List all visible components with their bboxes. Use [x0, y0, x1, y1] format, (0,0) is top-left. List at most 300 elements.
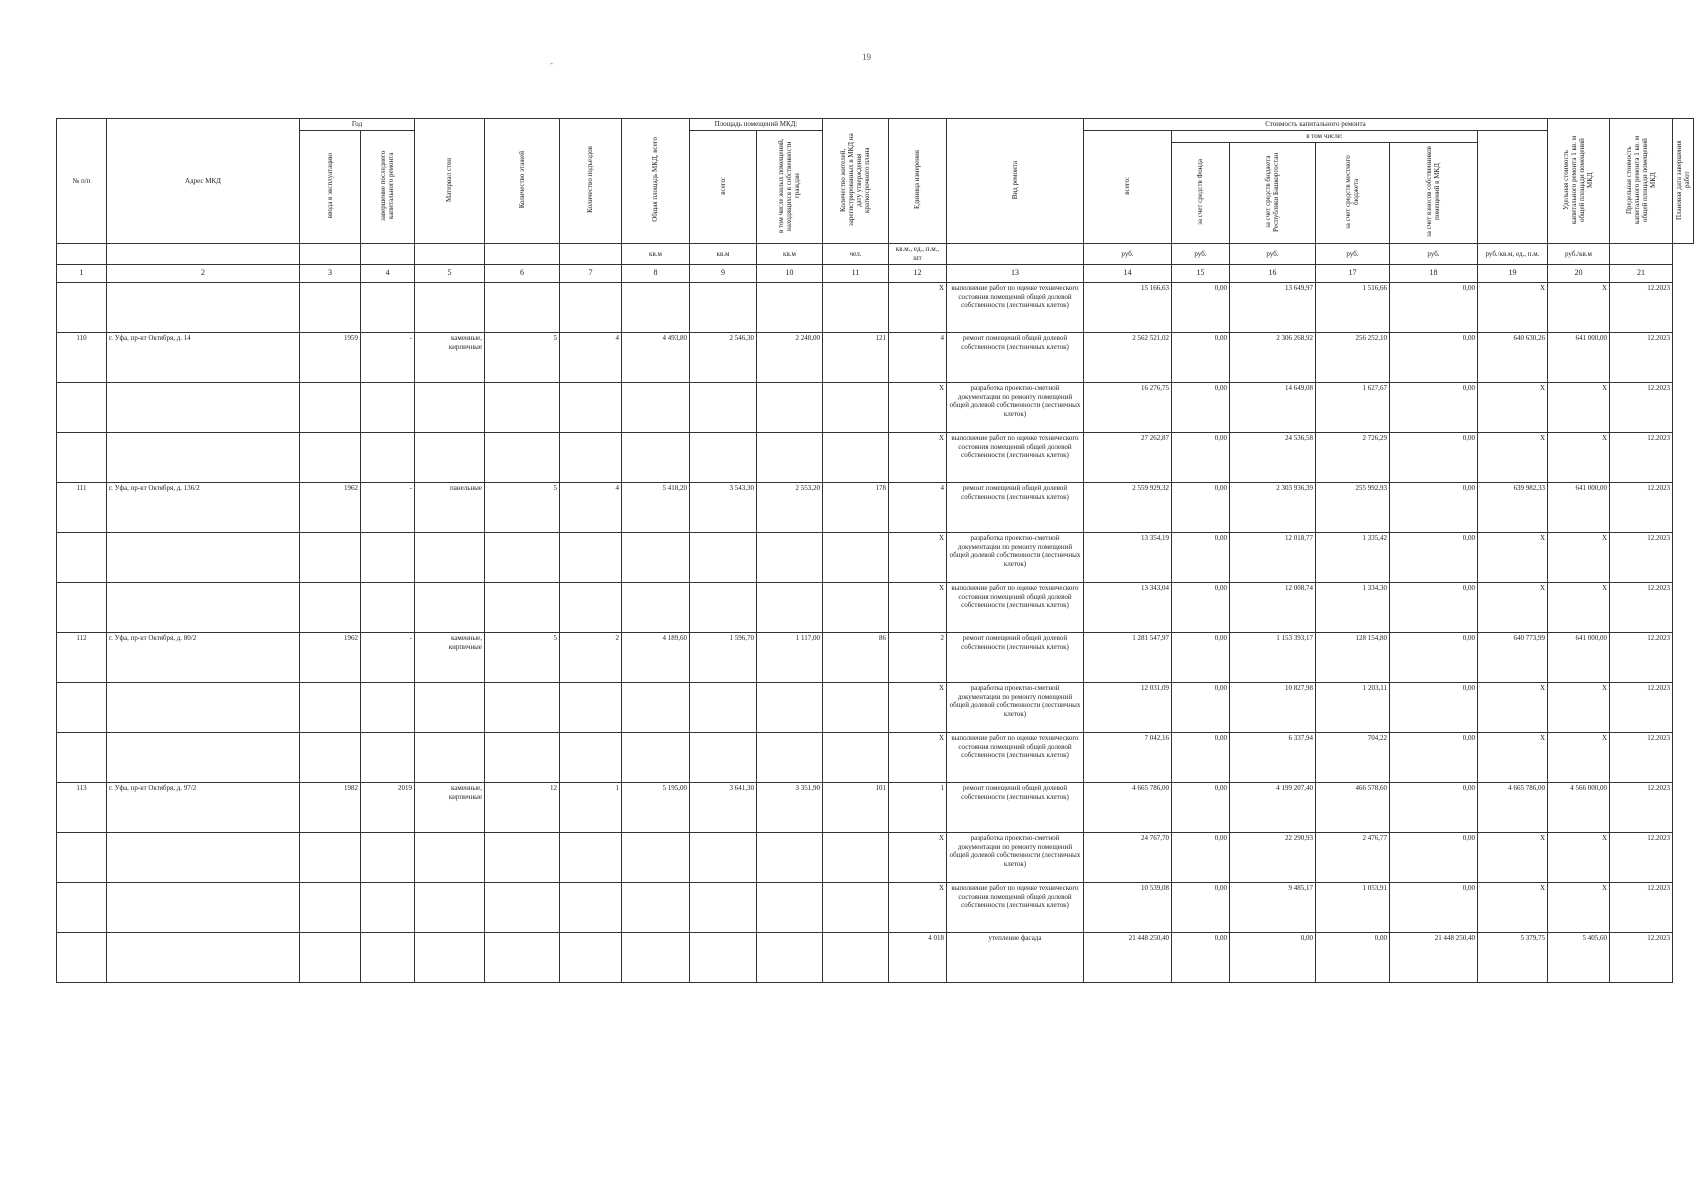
residents-cell [823, 582, 889, 632]
premises-residents-cell: 1 117,00 [757, 632, 823, 682]
wall-material-cell [415, 882, 485, 932]
floors-cell [485, 832, 560, 882]
cost-fund-cell: 0,00 [1172, 282, 1230, 332]
work-type-cell: ремонт помещений общей долевой собственности (лестничных клеток) [947, 482, 1084, 532]
year-commissioning-cell [300, 932, 361, 982]
year-overhaul-cell [361, 532, 415, 582]
header-year-commissioning: ввода в эксплуатацию [300, 130, 361, 244]
address-cell: г. Уфа, пр-кт Октября, д. 136/2 [107, 482, 300, 532]
total-area-cell: 5 195,00 [622, 782, 690, 832]
wall-material-cell [415, 832, 485, 882]
address-cell: г. Уфа, пр-кт Октября, д. 97/2 [107, 782, 300, 832]
residents-cell [823, 682, 889, 732]
row-number [57, 382, 107, 432]
header-including: в том числе: [1172, 130, 1478, 142]
total-area-cell [622, 882, 690, 932]
unit-cell: X [889, 432, 947, 482]
header-premises-area-group: Площадь помещений МКД: [690, 119, 823, 131]
entrances-cell [560, 432, 622, 482]
cost-republic-cell: 4 199 207,40 [1230, 782, 1316, 832]
address-cell [107, 932, 300, 982]
entrances-cell [560, 882, 622, 932]
premises-total-cell [690, 282, 757, 332]
cost-total-cell: 13 354,19 [1084, 532, 1172, 582]
table-row [57, 482, 1694, 532]
year-commissioning-cell [300, 832, 361, 882]
column-number: 14 [1084, 264, 1172, 282]
cost-local-cell: 466 578,60 [1316, 782, 1390, 832]
header-entrances: Количество подъездов [560, 119, 622, 244]
address-cell: г. Уфа, пр-кт Октября, д. 80/2 [107, 632, 300, 682]
residents-cell [823, 282, 889, 332]
table-row [57, 832, 1694, 882]
premises-total-cell [690, 932, 757, 982]
cost-total-cell: 7 042,16 [1084, 732, 1172, 782]
unit-cell [560, 244, 622, 265]
residents-cell [823, 532, 889, 582]
cost-owners-cell: 0,00 [1390, 532, 1478, 582]
column-number: 11 [823, 264, 889, 282]
column-number: 13 [947, 264, 1084, 282]
table-row [57, 632, 1694, 682]
entrances-cell [560, 732, 622, 782]
entrances-cell: 4 [560, 482, 622, 532]
unit-cost-cell: X [1478, 882, 1548, 932]
residents-cell [823, 432, 889, 482]
row-number [57, 732, 107, 782]
cost-owners-cell: 0,00 [1390, 832, 1478, 882]
address-cell [107, 682, 300, 732]
row-number: 111 [57, 482, 107, 532]
header-year-group: Год [300, 119, 415, 131]
cost-total-cell: 15 166,63 [1084, 282, 1172, 332]
table-row [57, 882, 1694, 932]
cost-owners-cell: 0,00 [1390, 882, 1478, 932]
premises-total-cell: 2 546,30 [690, 332, 757, 382]
premises-total-cell [690, 832, 757, 882]
year-commissioning-cell: 1959 [300, 332, 361, 382]
unit-cell: X [889, 682, 947, 732]
total-area-cell [622, 532, 690, 582]
table-row [57, 582, 1694, 632]
planned-date-cell: 12.2023 [1610, 782, 1673, 832]
planned-date-cell: 12.2023 [1610, 282, 1673, 332]
premises-residents-cell [757, 382, 823, 432]
row-number [57, 932, 107, 982]
header-premises-total: всего: [690, 130, 757, 244]
residents-cell: 86 [823, 632, 889, 682]
cost-total-cell: 4 665 786,00 [1084, 782, 1172, 832]
planned-date-cell: 12.2023 [1610, 332, 1673, 382]
unit-cell: 2 [889, 632, 947, 682]
cost-fund-cell: 0,00 [1172, 582, 1230, 632]
entrances-cell [560, 282, 622, 332]
header-floors: Количество этажей [485, 119, 560, 244]
header-cost-fund: за счет средств Фонда [1172, 142, 1230, 244]
year-overhaul-cell [361, 282, 415, 332]
cost-republic-cell: 10 827,98 [1230, 682, 1316, 732]
column-number: 1 [57, 264, 107, 282]
unit-cell: X [889, 582, 947, 632]
unit-cost-cell: X [1478, 832, 1548, 882]
premises-total-cell: 1 596,70 [690, 632, 757, 682]
cost-republic-cell: 22 290,93 [1230, 832, 1316, 882]
year-overhaul-cell [361, 732, 415, 782]
address-cell [107, 382, 300, 432]
address-cell [107, 532, 300, 582]
table-row [57, 782, 1694, 832]
year-commissioning-cell [300, 532, 361, 582]
wall-material-cell: каменные, кирпичные [415, 782, 485, 832]
total-area-cell [622, 382, 690, 432]
total-area-cell: 4 493,80 [622, 332, 690, 382]
year-overhaul-cell [361, 932, 415, 982]
column-number: 3 [300, 264, 361, 282]
max-cost-cell: 641 000,00 [1548, 632, 1610, 682]
cost-republic-cell: 9 485,17 [1230, 882, 1316, 932]
residents-cell [823, 832, 889, 882]
planned-date-cell: 12.2023 [1610, 882, 1673, 932]
row-number [57, 882, 107, 932]
year-commissioning-cell [300, 682, 361, 732]
cost-local-cell: 1 053,91 [1316, 882, 1390, 932]
cost-local-cell: 2 726,29 [1316, 432, 1390, 482]
premises-residents-cell [757, 432, 823, 482]
cost-owners-cell: 0,00 [1390, 682, 1478, 732]
unit-cell [361, 244, 415, 265]
wall-material-cell [415, 382, 485, 432]
row-number [57, 682, 107, 732]
header-residents-count: Количество жителей, зарегистрированных в МКД на дату утверждения краткосрочного плана [823, 119, 889, 244]
unit-cost-cell: X [1478, 432, 1548, 482]
cost-fund-cell: 0,00 [1172, 382, 1230, 432]
residents-cell [823, 382, 889, 432]
row-number [57, 532, 107, 582]
entrances-cell [560, 532, 622, 582]
floors-cell [485, 882, 560, 932]
header-cost-local: за счет средств местного бюджета [1316, 142, 1390, 244]
cost-local-cell: 128 154,80 [1316, 632, 1390, 682]
total-area-cell [622, 432, 690, 482]
table-row [57, 332, 1694, 382]
residents-cell: 178 [823, 482, 889, 532]
planned-date-cell: 12.2023 [1610, 382, 1673, 432]
unit-max-cost: руб./кв.м [1548, 244, 1610, 265]
unit-cell [57, 244, 107, 265]
capital-repair-table [56, 118, 1694, 983]
cost-owners-cell: 0,00 [1390, 332, 1478, 382]
wall-material-cell [415, 432, 485, 482]
floors-cell: 5 [485, 482, 560, 532]
cost-owners-cell: 0,00 [1390, 782, 1478, 832]
table-row [57, 532, 1694, 582]
column-number: 4 [361, 264, 415, 282]
total-area-cell [622, 282, 690, 332]
unit-cost-cell: X [1478, 282, 1548, 332]
planned-date-cell: 12.2023 [1610, 582, 1673, 632]
cost-owners-cell: 0,00 [1390, 732, 1478, 782]
max-cost-cell: X [1548, 582, 1610, 632]
column-number-row [57, 264, 1694, 282]
planned-date-cell: 12.2023 [1610, 632, 1673, 682]
total-area-cell: 5 418,20 [622, 482, 690, 532]
cost-republic-cell: 6 337,94 [1230, 732, 1316, 782]
work-type-cell: выполнение работ по оценке технического состояния помещений общей долевой собственности (лестничных клеток) [947, 882, 1084, 932]
table-row [57, 382, 1694, 432]
column-number: 18 [1390, 264, 1478, 282]
row-number: 113 [57, 782, 107, 832]
table-row [57, 732, 1694, 782]
work-type-cell: разработка проектно-сметной документации по ремонту помещений общей долевой собственности (лестничных клеток) [947, 382, 1084, 432]
header-work-type: Вид ремонта [947, 119, 1084, 244]
header-wall-material: Материал стен [415, 119, 485, 244]
year-overhaul-cell: - [361, 482, 415, 532]
premises-total-cell [690, 382, 757, 432]
cost-total-cell: 2 562 521,02 [1084, 332, 1172, 382]
cost-fund-cell: 0,00 [1172, 632, 1230, 682]
header-cost-total: всего: [1084, 130, 1172, 244]
address-cell [107, 582, 300, 632]
cost-local-cell: 255 992,93 [1316, 482, 1390, 532]
address-cell [107, 732, 300, 782]
planned-date-cell: 12.2023 [1610, 932, 1673, 982]
address-cell [107, 282, 300, 332]
unit-unit-cost: руб./кв.м, ед., п.м. [1478, 244, 1548, 265]
floors-cell: 5 [485, 632, 560, 682]
cost-total-cell: 12 031,09 [1084, 682, 1172, 732]
cost-fund-cell: 0,00 [1172, 532, 1230, 582]
column-number: 19 [1478, 264, 1548, 282]
unit-cost-cell: X [1478, 732, 1548, 782]
max-cost-cell: X [1548, 832, 1610, 882]
year-overhaul-cell [361, 682, 415, 732]
year-commissioning-cell [300, 432, 361, 482]
work-type-cell: ремонт помещений общей долевой собственности (лестничных клеток) [947, 632, 1084, 682]
year-overhaul-cell: 2019 [361, 782, 415, 832]
cost-republic-cell: 12 008,74 [1230, 582, 1316, 632]
unit-cost-cell: 640 773,99 [1478, 632, 1548, 682]
max-cost-cell: X [1548, 432, 1610, 482]
unit-cost-cell: 639 982,33 [1478, 482, 1548, 532]
year-commissioning-cell: 1982 [300, 782, 361, 832]
cost-total-cell: 10 539,08 [1084, 882, 1172, 932]
year-overhaul-cell [361, 432, 415, 482]
column-number: 15 [1172, 264, 1230, 282]
wall-material-cell [415, 682, 485, 732]
premises-total-cell: 3 543,30 [690, 482, 757, 532]
planned-date-cell: 12.2023 [1610, 732, 1673, 782]
floors-cell [485, 282, 560, 332]
wall-material-cell [415, 532, 485, 582]
cost-owners-cell: 0,00 [1390, 582, 1478, 632]
premises-residents-cell [757, 282, 823, 332]
unit-cost-fund: руб. [1172, 244, 1230, 265]
header-total-area: Общая площадь МКД, всего [622, 119, 690, 244]
cost-republic-cell: 1 153 393,17 [1230, 632, 1316, 682]
max-cost-cell: 4 566 000,00 [1548, 782, 1610, 832]
max-cost-cell: X [1548, 282, 1610, 332]
residents-cell [823, 932, 889, 982]
cost-local-cell: 0,00 [1316, 932, 1390, 982]
year-overhaul-cell [361, 382, 415, 432]
row-number: 110 [57, 332, 107, 382]
cost-local-cell: 1 335,42 [1316, 532, 1390, 582]
unit-cell [1610, 244, 1673, 265]
cost-republic-cell: 13 649,97 [1230, 282, 1316, 332]
row-number [57, 282, 107, 332]
cost-local-cell: 1 516,66 [1316, 282, 1390, 332]
floors-cell [485, 382, 560, 432]
cost-total-cell: 24 767,70 [1084, 832, 1172, 882]
wall-material-cell: каменные, кирпичные [415, 632, 485, 682]
unit-cost-total: руб. [1084, 244, 1172, 265]
unit-cost-cell: X [1478, 532, 1548, 582]
year-overhaul-cell: - [361, 632, 415, 682]
header-unit-cost: Удельная стоимость капитального ремонта 1 кв. м общей площади помещений МКД [1548, 119, 1610, 244]
cost-local-cell: 1 334,30 [1316, 582, 1390, 632]
cost-total-cell: 2 559 929,32 [1084, 482, 1172, 532]
header-planned-date: Плановая дата завершения работ [1673, 119, 1694, 244]
work-type-cell: выполнение работ по оценке технического состояния помещений общей долевой собственности (лестничных клеток) [947, 282, 1084, 332]
floors-cell [485, 432, 560, 482]
max-cost-cell: X [1548, 532, 1610, 582]
residents-cell: 121 [823, 332, 889, 382]
entrances-cell [560, 832, 622, 882]
unit-residents: чел. [823, 244, 889, 265]
unit-cell: X [889, 732, 947, 782]
planned-date-cell: 12.2023 [1610, 532, 1673, 582]
year-commissioning-cell: 1962 [300, 632, 361, 682]
unit-cost-local: руб. [1316, 244, 1390, 265]
column-number: 8 [622, 264, 690, 282]
premises-residents-cell [757, 932, 823, 982]
unit-measure: кв.м., ед., п.м., шт [889, 244, 947, 265]
unit-premises-total: кв.м [690, 244, 757, 265]
header-year-last-overhaul: завершение последнего капитального ремонта [361, 130, 415, 244]
cost-fund-cell: 0,00 [1172, 332, 1230, 382]
unit-premises-residents: кв.м [757, 244, 823, 265]
cost-owners-cell: 0,00 [1390, 282, 1478, 332]
unit-cell [947, 244, 1084, 265]
floors-cell [485, 532, 560, 582]
max-cost-cell: X [1548, 882, 1610, 932]
floors-cell: 12 [485, 782, 560, 832]
column-number: 20 [1548, 264, 1610, 282]
wall-material-cell [415, 282, 485, 332]
column-number: 9 [690, 264, 757, 282]
year-commissioning-cell [300, 382, 361, 432]
header-premises-residents: в том числе жилых помещений, находящихся в собственности граждан [757, 130, 823, 244]
column-number: 10 [757, 264, 823, 282]
cost-fund-cell: 0,00 [1172, 832, 1230, 882]
cost-owners-cell: 0,00 [1390, 432, 1478, 482]
unit-cost-cell: 4 665 786,00 [1478, 782, 1548, 832]
row-number [57, 582, 107, 632]
max-cost-cell: 641 000,00 [1548, 482, 1610, 532]
planned-date-cell: 12.2023 [1610, 432, 1673, 482]
unit-cost-cell: X [1478, 382, 1548, 432]
unit-cell: 4 [889, 482, 947, 532]
year-commissioning-cell [300, 282, 361, 332]
cost-republic-cell: 2 306 268,92 [1230, 332, 1316, 382]
wall-material-cell: каменные, кирпичные [415, 332, 485, 382]
work-type-cell: выполнение работ по оценке технического состояния помещений общей долевой собственности (лестничных клеток) [947, 582, 1084, 632]
premises-residents-cell [757, 732, 823, 782]
unit-cell: X [889, 282, 947, 332]
header-address: Адрес МКД [107, 119, 300, 244]
entrances-cell [560, 932, 622, 982]
cost-republic-cell: 2 303 936,39 [1230, 482, 1316, 532]
entrances-cell [560, 382, 622, 432]
header-max-cost: Предельная стоимость капитального ремонта 1 кв. м общей площади помещений МКД [1610, 119, 1673, 244]
unit-cost-owners: руб. [1390, 244, 1478, 265]
cost-total-cell: 13 343,04 [1084, 582, 1172, 632]
cost-fund-cell: 0,00 [1172, 682, 1230, 732]
premises-residents-cell: 3 351,90 [757, 782, 823, 832]
year-overhaul-cell [361, 582, 415, 632]
header-cost-owners: за счет взносов собственников помещений в МКД [1390, 142, 1478, 244]
unit-cell [107, 244, 300, 265]
work-type-cell: утепление фасада [947, 932, 1084, 982]
work-type-cell: ремонт помещений общей долевой собственности (лестничных клеток) [947, 782, 1084, 832]
unit-cell: X [889, 882, 947, 932]
cost-total-cell: 16 276,75 [1084, 382, 1172, 432]
cost-republic-cell: 0,00 [1230, 932, 1316, 982]
max-cost-cell: X [1548, 732, 1610, 782]
wall-material-cell: панельные [415, 482, 485, 532]
column-number: 5 [415, 264, 485, 282]
unit-cell: X [889, 532, 947, 582]
max-cost-cell: X [1548, 382, 1610, 432]
unit-cell: X [889, 382, 947, 432]
unit-cell: X [889, 832, 947, 882]
cost-local-cell: 704,22 [1316, 732, 1390, 782]
unit-cost-cell: X [1478, 582, 1548, 632]
premises-residents-cell: 2 248,00 [757, 332, 823, 382]
total-area-cell [622, 732, 690, 782]
row-number [57, 832, 107, 882]
premises-residents-cell [757, 882, 823, 932]
work-type-cell: разработка проектно-сметной документации по ремонту помещений общей долевой собственности (лестничных клеток) [947, 832, 1084, 882]
cost-republic-cell: 24 536,58 [1230, 432, 1316, 482]
header-cost-republic: за счет средств бюджета Республики Башкортостан [1230, 142, 1316, 244]
wall-material-cell [415, 932, 485, 982]
year-commissioning-cell [300, 882, 361, 932]
premises-total-cell: 3 641,30 [690, 782, 757, 832]
premises-total-cell [690, 882, 757, 932]
work-type-cell: выполнение работ по оценке технического состояния помещений общей долевой собственности (лестничных клеток) [947, 732, 1084, 782]
floors-cell [485, 582, 560, 632]
cost-local-cell: 1 203,11 [1316, 682, 1390, 732]
premises-residents-cell [757, 532, 823, 582]
floors-cell [485, 932, 560, 982]
column-number: 12 [889, 264, 947, 282]
cost-fund-cell: 0,00 [1172, 732, 1230, 782]
total-area-cell: 4 189,60 [622, 632, 690, 682]
cost-owners-cell: 0,00 [1390, 382, 1478, 432]
cost-fund-cell: 0,00 [1172, 482, 1230, 532]
unit-cost-cell: 5 379,75 [1478, 932, 1548, 982]
max-cost-cell: X [1548, 682, 1610, 732]
column-number: 6 [485, 264, 560, 282]
planned-date-cell: 12.2023 [1610, 482, 1673, 532]
page-number: 19 [862, 52, 871, 62]
unit-cost-republic: руб. [1230, 244, 1316, 265]
max-cost-cell: 641 000,00 [1548, 332, 1610, 382]
cost-local-cell: 256 252,10 [1316, 332, 1390, 382]
column-number: 21 [1610, 264, 1673, 282]
cost-fund-cell: 0,00 [1172, 932, 1230, 982]
